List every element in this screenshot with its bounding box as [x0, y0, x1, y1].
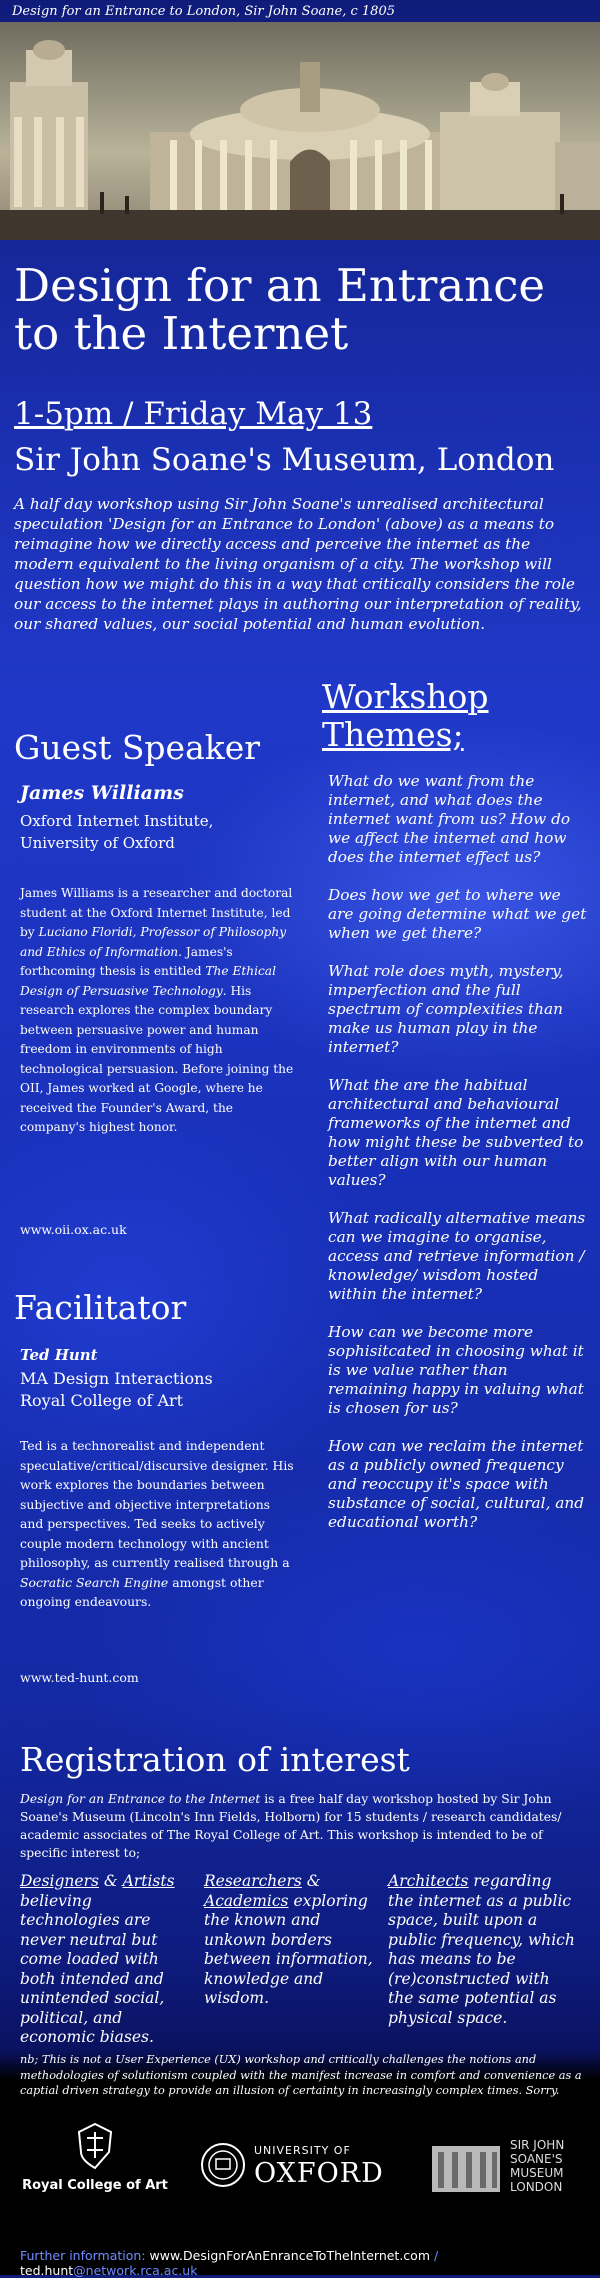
rca-logo: [20, 2122, 170, 2193]
page-title: [14, 259, 594, 360]
bio-emphasis: The Ethical Design of Persuasive Technology: [20, 964, 276, 998]
affiliation-line: University of Oxford: [20, 834, 175, 852]
soane-line: MUSEUM: [510, 2166, 564, 2180]
title-line-1: Design for an Entrance: [14, 259, 546, 312]
further-label: Further information:: [20, 2248, 150, 2263]
facilitator-affiliation: [20, 1368, 280, 1412]
partner-logos: [0, 2112, 600, 2238]
guest-speaker-link[interactable]: www.oii.ox.ac.uk: [20, 1222, 127, 1237]
bio-text: . James's forthcoming thesis is entitled: [20, 944, 233, 978]
oxford-seal-icon: [200, 2142, 246, 2188]
audience-amp: &: [98, 1872, 123, 1890]
theme-question: How can we become more sophisitcated in choosing what it is we value rather than remaining happy in valuing what is chosen for us?: [328, 1323, 584, 1417]
audience-keyword: Researchers: [204, 1872, 302, 1890]
guest-speaker-name: James Williams: [20, 782, 184, 804]
affiliation-line: Oxford Internet Institute,: [20, 812, 214, 830]
facilitator-name: Ted Hunt: [20, 1346, 98, 1364]
theme-question: Does how we get to where we are going determine what we get when we get there?: [328, 886, 587, 942]
nb-text: nb; This is not a User Experience (UX) workshop and critically challenges the notions and methodologies of: [20, 2053, 537, 2082]
oxford-small: UNIVERSITY OF: [254, 2144, 351, 2157]
guest-speaker-heading: Guest Speaker: [14, 728, 261, 767]
registration-text: [20, 1790, 592, 1862]
theme-question: What the are the habitual architectural and behavioural frameworks of the internet and how might these be subverted to better align with our human values?: [328, 1076, 584, 1189]
oxford-big: OXFORD: [254, 2158, 384, 2189]
soane-entrance-illustration: [0, 22, 600, 240]
bio-text: Ted is a technorealist and independent speculative/critical/discursive designer. His work explores the boundaries between subjective and objective interpretations and perspectives. Ted seeks to actively couple modern technology with ancient philosophy, as currently realised through a: [20, 1438, 294, 1570]
soane-line: LONDON: [510, 2180, 563, 2194]
facilitator-link[interactable]: www.ted-hunt.com: [20, 1670, 139, 1685]
nb-note: [20, 2052, 592, 2099]
hero-illustration: [0, 22, 600, 240]
museum-facade-icon: [430, 2138, 502, 2194]
registration-heading: Registration of interest: [20, 1740, 410, 1779]
audience-text: believing technologies are never neutral but come loaded with both intended and unintended social, political, and economic biases.: [20, 1891, 165, 2046]
bio-emphasis: Luciano Floridi, Professor of Philosophy and Ethics of Information: [20, 925, 287, 959]
facilitator-bio: [20, 1436, 295, 1612]
intro-paragraph: A half day workshop using Sir John Soane's unrealised architectural speculation 'Design for an Entrance to London' (above) as a means to reimagine how we directly access and perceive the internet as the modern equivalent to the living organism of a city. The workshop will question how we might do this in a way that critically considers the role our access to the internet plays in authoring our interpretation of reality, our shared values, our social potential and human evolution.: [14, 495, 582, 633]
audience-researchers: [204, 1872, 374, 2048]
guest-speaker-bio: [20, 884, 295, 1138]
guest-speaker-affiliation: [20, 810, 280, 854]
workshop-themes-heading: [322, 678, 592, 754]
audience-keyword: Artists: [122, 1872, 175, 1890]
audience-text: regarding the internet as a public space, built upon a public frequency, which has means to be (re)constructed with the same potential as physical space.: [388, 1872, 575, 2027]
image-caption: Design for an Entrance to London, Sir John Soane, c 1805: [12, 4, 395, 19]
audience-text: exploring the known and unkown borders between information, knowledge and wisdom.: [204, 1891, 373, 2007]
bio-text: James Williams is a researcher and doctoral student at the Oxford Internet Institute, led by: [20, 886, 293, 939]
workshop-themes-list: [328, 772, 590, 1551]
event-venue: Sir John Soane's Museum, London: [14, 442, 555, 478]
bio-emphasis: Socratic Search Engine: [20, 1574, 169, 1590]
registration-body: is a free half day workshop hosted by Sir John Soane's Museum (Lincoln's Inn Fields, Holborn) for 15 students / research candidates/ academic associates of The Royal College of Art. This workshop is intended to be of specific interest to;: [20, 1792, 562, 1860]
themes-heading-line: Themes;: [322, 715, 464, 754]
theme-question: How can we reclaim the internet as a publicly owned frequency and reoccupy it's space with substance of social, cultural, and educational worth?: [328, 1437, 585, 1531]
theme-question: What role does myth, mystery, imperfection and the full spectrum of complexities than make us human play in the internet?: [328, 962, 564, 1056]
bio-text: . His research explores the complex boundary between persuasive power and human freedom in environments of high technological persuasion. Before joining the OII, James worked at Google, where he received the Founder's Award, the company's highest honor.: [20, 983, 294, 1134]
audience-amp: &: [301, 1872, 321, 1890]
nb-text: coupled with the manifest increase in comfort and convenience as a captial driven strategy to provide an illusion of certainty in increasingly complex times. Sorry.: [20, 2068, 582, 2097]
affiliation-line: Royal College of Art: [20, 1391, 184, 1410]
audience-keyword: Architects: [388, 1872, 469, 1890]
separator: /: [430, 2248, 439, 2263]
workshop-name: Design for an Entrance to the Internet: [20, 1792, 261, 1806]
soane-line: SOANE'S: [510, 2152, 563, 2166]
audience-architects: [388, 1872, 578, 2048]
theme-question: What radically alternative means can we imagine to organise, access and retrieve information / knowledge/ wisdom hosted within the internet?: [328, 1209, 586, 1303]
event-time: 1-5pm / Friday May 13: [14, 396, 373, 432]
soane-line: SIR JOHN: [510, 2138, 565, 2152]
facilitator-heading: Facilitator: [14, 1288, 187, 1327]
audience-keyword: Designers: [20, 1872, 99, 1890]
crest-icon: [75, 2122, 115, 2170]
soane-name: [510, 2138, 564, 2194]
rca-name: Royal College of Art: [22, 2178, 168, 2193]
audience-designers: [20, 1872, 190, 2048]
bio-text: amongst other ongoing endeavours.: [20, 1574, 264, 1609]
nb-emphasis: solutionism: [121, 2068, 188, 2082]
audience-keyword: Academics: [204, 1891, 289, 1910]
audience-columns: [20, 1872, 592, 2048]
email-domain[interactable]: @network.rca.ac.uk: [73, 2263, 198, 2278]
website-link[interactable]: www.DesignForAnEnranceToTheInternet.com: [149, 2248, 431, 2263]
email-user[interactable]: ted.hunt: [20, 2263, 74, 2278]
affiliation-line: MA Design Interactions: [20, 1369, 213, 1388]
title-line-2: to the Internet: [14, 307, 349, 360]
themes-heading-line: Workshop: [322, 677, 489, 716]
theme-question: What do we want from the internet, and what does the internet want from us? How do we affect the internet and how does the internet effect us?: [328, 772, 571, 866]
further-information: [20, 2248, 600, 2278]
